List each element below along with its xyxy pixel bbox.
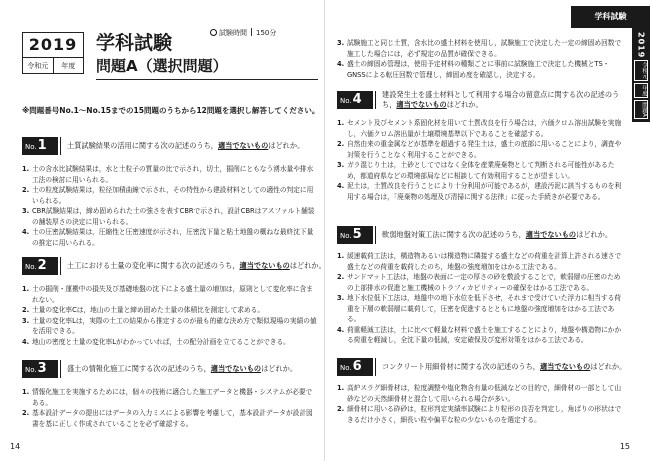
page-number: 14 xyxy=(10,442,21,451)
option: 1. 土の含水比試験結果は，水と土粒子の質量の比で示され，切土，掘削にともなう湧水量や排水工法の検討に用いられる。 xyxy=(22,165,314,184)
instruction-note: ※問題番号No.1～No.15までの15問題のうちから12問題を選択し解答してください。 xyxy=(22,106,320,115)
options-list xyxy=(22,284,318,347)
options-list xyxy=(337,118,625,202)
question-3-continued xyxy=(337,38,625,80)
option: 1. 情報化施工を実施するためには，個々の技術に適合した施工データと機器・システムが必要である。 xyxy=(22,388,313,407)
question-number-badge: No.1 xyxy=(22,137,58,155)
option: 4. 荷重軽減工法は，土に比べて軽量な材料で盛土を施工することにより，地盤や構造物にかかる荷重を軽減し，全沈下量の低減，安定確保及び変形対策をはかる工法である。 xyxy=(337,325,622,344)
clock-icon xyxy=(210,29,217,36)
question-number-badge: No.4 xyxy=(337,91,373,109)
year: 2019 xyxy=(28,35,78,54)
question-4 xyxy=(337,88,625,202)
option: 1. セメント及びセメント系固化材を用いて土質改良を行う場合は，六価クロム溶出試験を実施し，六価クロム溶出量が土壌環境基準以下であることを確認する。 xyxy=(337,119,622,138)
question-text: 軟弱地盤対策工法に関する次の記述のうち，適当でないものはどれか。 xyxy=(382,230,613,239)
side-section: 問題A xyxy=(634,100,648,119)
side-era: 令和元 xyxy=(634,60,648,81)
option: 4. 土の圧密試験結果は，圧縮性と圧密速度が示され，圧密沈下量と粘土地盤の概ねな最終沈下量の推定に用いられる。 xyxy=(22,228,314,247)
option: 3. 試験施工と同じ土質，含水比の盛土材料を使用し，試験施工で決定した一定の締固め回数で施工した場合には，必ず規定の品質が確保できる。 xyxy=(337,39,622,58)
question-2 xyxy=(22,256,326,347)
option: 2. 土量の変化率Cは，地山の土量と締め固めた土量の体積比を測定して求める。 xyxy=(22,306,265,314)
option: 1. 緩速載荷工法は，構造物あるいは構造物に隣接する盛土などの荷重を計算上許される速さで盛土などの荷重を載荷したのち，地盤の強度増加をはかる工法である。 xyxy=(337,252,622,271)
option: 2. サンドマット工法は，地盤の表面に一定の厚さの砂を敷設することで，軟弱層の圧密のための上部排水の促進と施工機械のトラフィカビリティーの確保をはかる工法である。 xyxy=(337,273,621,292)
question-6 xyxy=(337,357,625,425)
side-year-unit: 年度 xyxy=(634,83,648,98)
options-list xyxy=(22,164,318,248)
exam-time xyxy=(210,28,276,38)
question-number-badge: No.6 xyxy=(337,358,373,376)
year-unit-label: 年度 xyxy=(53,58,84,73)
question-1 xyxy=(22,136,318,248)
option: 1. 高炉スラグ細骨材は，粒度調整や塩化物含有量の低減などの目的で，細骨材の一部として山砂などの天然細骨材と混合して用いられる場合が多い。 xyxy=(337,384,622,403)
options-list xyxy=(337,383,625,425)
option: 3. ガラ混じり土は，土砂としてではなく全体を産業廃棄物として判断される可能性があるため，都道府県などの環境部局などに相談して有効利用することが望ましい。 xyxy=(337,161,615,180)
option: 2. 細骨材に用いる砕砂は，粒形判定実績率試験により粒形の良否を判定し，角ばりの形状はできるだけ小さく，細長い粒や偏平な粒の少ないものを選定する。 xyxy=(337,405,622,424)
option: 4. 泥土は，土質改良を行うことにより十分利用が可能であるが，建設汚泥に該当するものを利用する場合は，「廃棄物の処理及び清掃に関する法律」に従った手続きが必要である。 xyxy=(337,182,622,201)
side-index-tab xyxy=(632,28,650,122)
question-number-badge: No.2 xyxy=(22,257,58,275)
page-title: 学科試験 xyxy=(96,32,173,54)
options-list xyxy=(337,38,625,80)
question-number-badge: No.5 xyxy=(337,226,373,244)
option: 4. 盛土の締固め管理は，使用予定材料の種類ごとに事前に試験施工で決定した機械とTS・GNSSによる転圧回数で管理し，締固め度を確認し，決定する。 xyxy=(337,60,610,79)
question-text: 盛土の情報化施工に関する次の記述のうち，適当でないものはどれか。 xyxy=(67,364,298,373)
question-5 xyxy=(337,225,625,346)
question-text: 建設発生土を盛土材料として利用する場合の留意点に関する次の記述のうち，適当でないものはどれか。 xyxy=(382,90,620,109)
question-number-badge: No.3 xyxy=(22,360,58,378)
option: 2. 自然由来の重金属などが基準を超過する発生土は，盛土の底部に用いることにより，調査や対策を行うことなく利用することができる。 xyxy=(337,140,622,159)
question-text: コンクリート用細骨材に関する次の記述のうち，適当でないものはどれか。 xyxy=(382,362,627,371)
page-subtitle: 問題A（選択問題） xyxy=(96,57,228,75)
time-value: 150分 xyxy=(256,29,277,37)
option: 2. 基本設計データの提出にはデータの入力ミスによる影響を考慮して，基本設計データが設計図書を基に正しく作成されていることを必ず確認する。 xyxy=(22,409,313,428)
option: 3. 地下水位低下工法は，地盤中の地下水位を低下させ，それまで受けていた浮力に相当する荷重を下層の軟弱層に載荷して，圧密を促進するとともに地盤の強度増加をはかる工法である。 xyxy=(337,294,621,323)
time-label: 試験時間 xyxy=(219,29,247,37)
option: 3. CBR試験結果は，締め固められた土の強さを表すCBRで示され，設計CBRはアスファルト舗装の舗装厚さの決定に用いられる。 xyxy=(22,207,315,226)
question-text: 土質試験結果の活用に関する次の記述のうち，適当でないものはどれか。 xyxy=(67,141,305,150)
section-tab: 学科試験 xyxy=(571,6,650,28)
question-text: 土工における土量の変化率に関する次の記述のうち，適当でないものはどれか。 xyxy=(67,261,326,270)
option: 2. 土の粒度試験結果は，粒径加積曲線で示され，その特性から建設材料としての適性の判定に用いられる。 xyxy=(22,186,314,205)
options-list xyxy=(22,387,318,429)
title-rule xyxy=(96,79,318,80)
page-number: 15 xyxy=(619,442,630,451)
option: 4. 地山の密度と土量の変化率Lがわかっていれば，土の配分計画を立てることができる。 xyxy=(22,337,290,346)
option: 1. 土の掘削・運搬中の損失及び基礎地盤の沈下による盛土量の増加は，原則として変化率に含まれない。 xyxy=(22,285,313,304)
options-list xyxy=(337,251,625,346)
year-box xyxy=(22,32,84,74)
page-header xyxy=(22,29,318,96)
right-page xyxy=(325,0,650,461)
option: 3. 土量の変化率Lは，実際の土工の結果から推定するのが最も的確な決め方で類似現場の実績の値を活用できる。 xyxy=(22,316,317,335)
era-label: 令和元 xyxy=(27,62,49,70)
question-3 xyxy=(22,359,318,429)
side-year: 2019 xyxy=(636,32,646,59)
